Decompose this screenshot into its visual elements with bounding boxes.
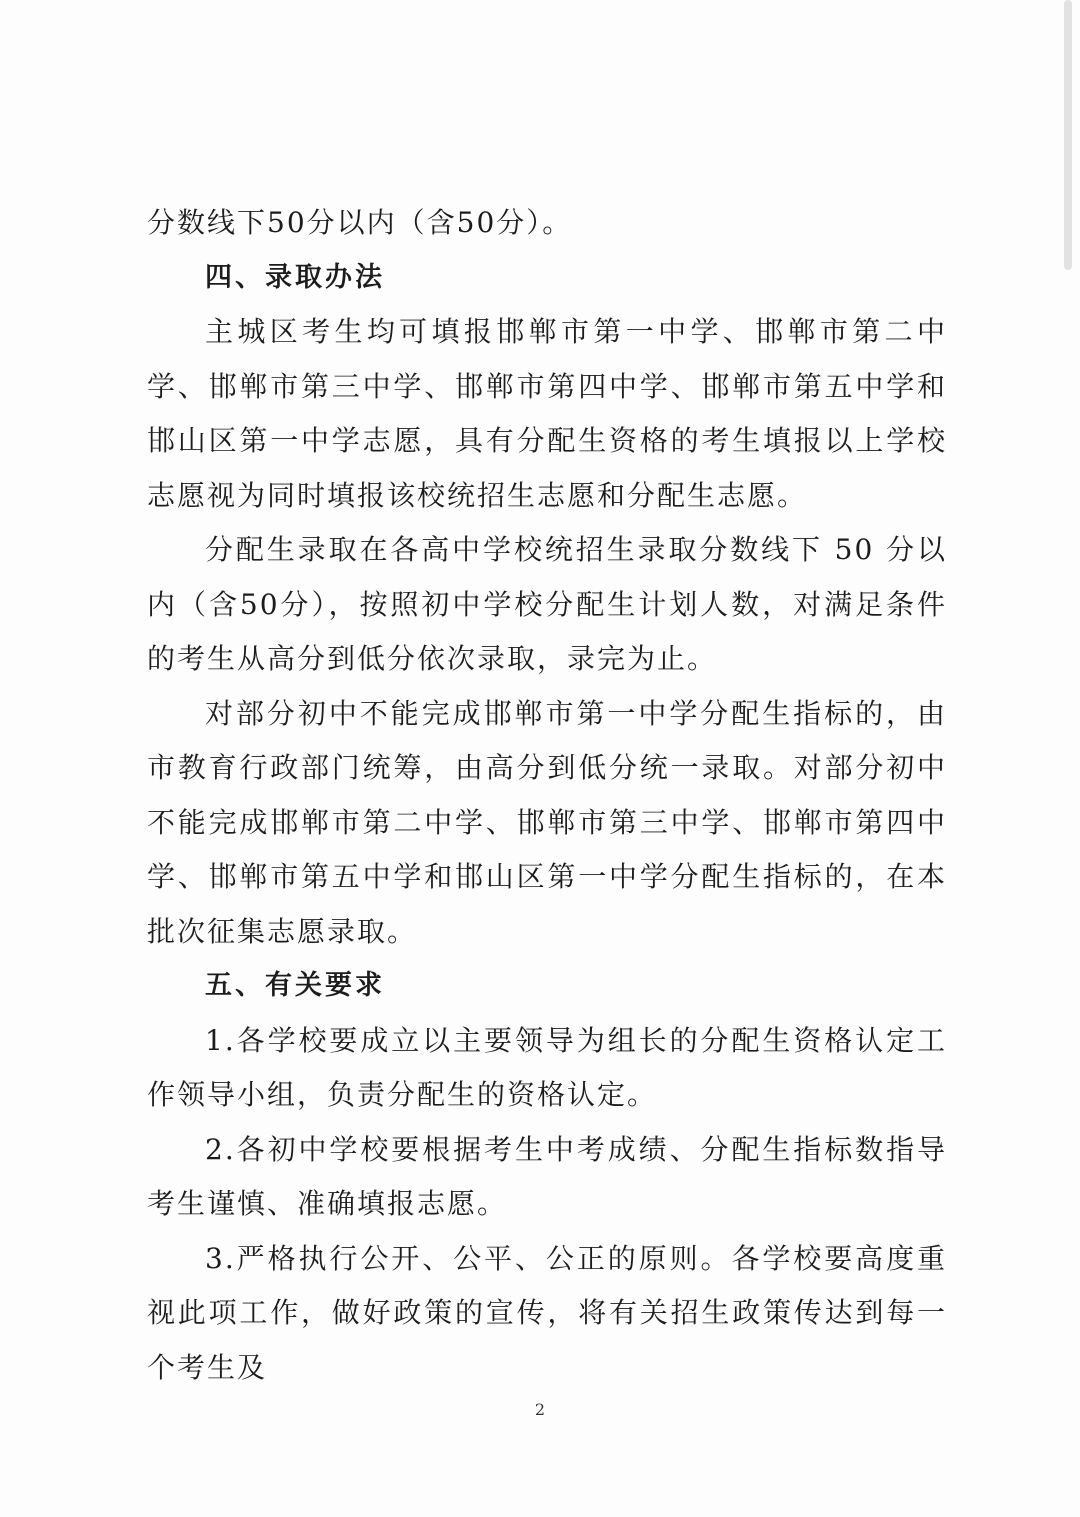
paragraph-allocation-admission: 分配生录取在各高中学校统招生录取分数线下 50 分以内（含50分），按照初中学校分配生计划人数，对满足条件的考生从高分到低分依次录取，录完为止。 bbox=[147, 533, 947, 675]
requirement-item-1: 1.各学校要成立以主要领导为组长的分配生资格认定工作领导小组，负责分配生的资格认定。 bbox=[147, 1023, 947, 1111]
page-number: 2 bbox=[534, 1400, 546, 1419]
paragraph-application: 主城区考生均可填报邯郸市第一中学、邯郸市第二中学、邯郸市第三中学、邯郸市第四中学、邯郸市第五中学和邯山区第一中学志愿，具有分配生资格的考生填报以上学校志愿视为同时填报该校统招生志愿和分配生志愿。 bbox=[147, 315, 947, 512]
scrollbar[interactable] bbox=[1064, 0, 1072, 270]
body-text bbox=[147, 196, 947, 1395]
paragraph-continuation: 分数线下50分以内（含50分）。 bbox=[147, 206, 573, 239]
paragraph-unfilled-quota: 对部分初中不能完成邯郸市第一中学分配生指标的，由市教育行政部门统筹，由高分到低分统一录取。对部分初中不能完成邯郸市第二中学、邯郸市第三中学、邯郸市第四中学、邯郸市第五中学和邯山区第一中学分配生指标的，在本批次征集志愿录取。 bbox=[147, 696, 947, 948]
section-heading-admission: 四、录取办法 bbox=[205, 261, 385, 293]
requirement-item-3: 3.严格执行公开、公平、公正的原则。各学校要高度重视此项工作，做好政策的宣传，将有关招生政策传达到每一个考生及 bbox=[147, 1241, 947, 1384]
requirement-item-2: 2.各初中学校要根据考生中考成绩、分配生指标数指导考生谨慎、准确填报志愿。 bbox=[147, 1132, 947, 1220]
section-heading-requirements: 五、有关要求 bbox=[205, 970, 385, 1001]
